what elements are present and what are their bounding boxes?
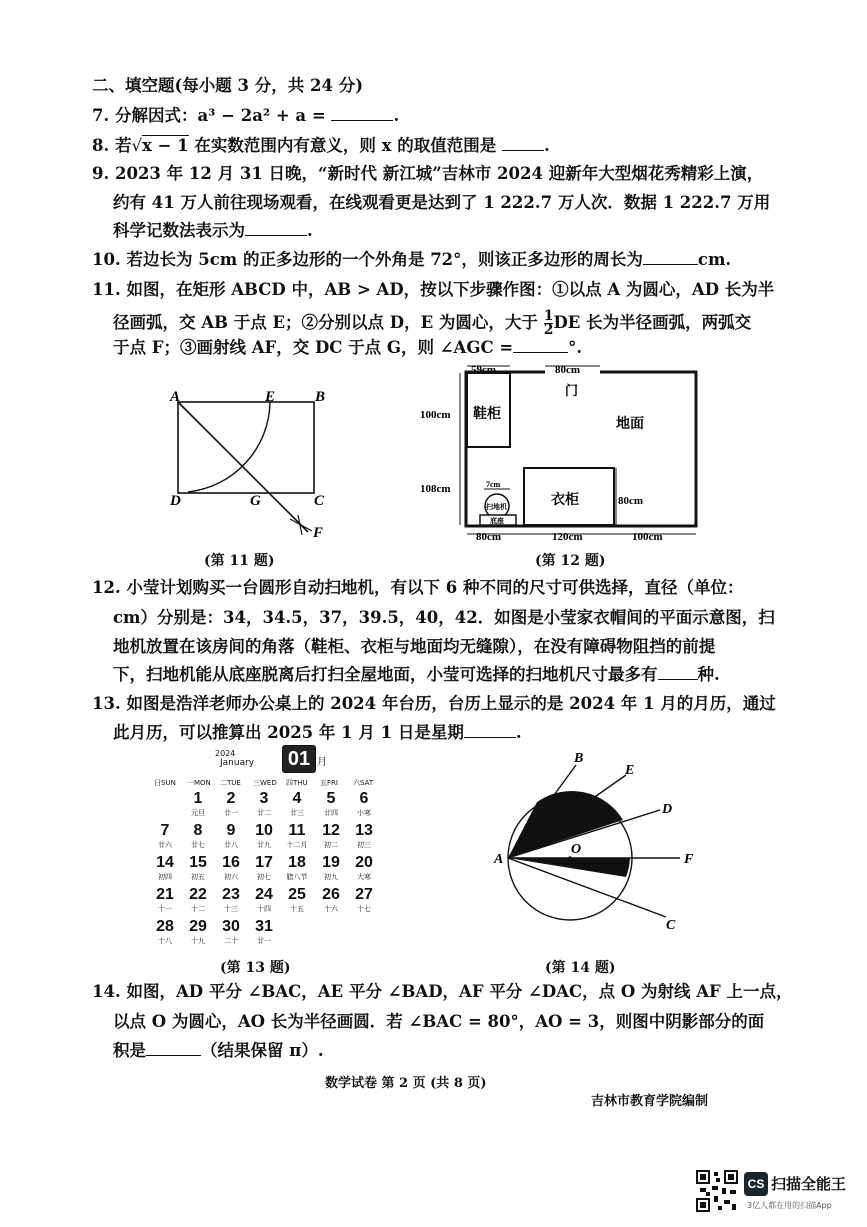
q9-line-2: 约有 41 万人前往现场观看，在线观看更是达到了 1 222.7 万人次．数据 1 222.7 万用 bbox=[113, 193, 771, 212]
q14-line-3 bbox=[113, 1041, 324, 1061]
q12-line-2: cm）分别是：34，34.5，37，39.5，40，42．如图是小莹家衣帽间的平面示意图，扫 bbox=[113, 608, 775, 627]
label-f: F bbox=[313, 525, 324, 541]
figure-14 bbox=[490, 745, 710, 955]
q8-number: 8. bbox=[92, 136, 110, 155]
calendar-lunar-date: 廿八 bbox=[224, 841, 238, 849]
figure-11 bbox=[150, 382, 350, 572]
publisher: 吉林市教育学院编制 bbox=[591, 1094, 709, 1109]
q9-answer-blank[interactable] bbox=[245, 221, 307, 236]
figure-12 bbox=[420, 360, 710, 550]
calendar-day: 20 bbox=[355, 854, 373, 871]
fig14-caption: (第 14 题) bbox=[545, 960, 616, 976]
q14-number: 14. bbox=[92, 982, 121, 1001]
q10-text: 若边长为 5cm 的正多边形的一个外角是 72°，则该正多边形的周长为 bbox=[126, 250, 643, 269]
calendar-lunar-date: 廿一 bbox=[224, 809, 238, 817]
calendar-day: 8 bbox=[193, 822, 203, 839]
q13-text-2: 此月历，可以推算出 2025 年 1 月 1 日是星期 bbox=[113, 723, 464, 742]
shaded-region-upper bbox=[508, 791, 623, 858]
calendar-day: 30 bbox=[222, 918, 240, 935]
section-header: 二、填空题(每小题 3 分，共 24 分) bbox=[92, 76, 364, 95]
q12-answer-blank[interactable] bbox=[658, 665, 698, 680]
wardrobe-label: 衣柜 bbox=[551, 493, 579, 508]
fraction-denominator: 2 bbox=[543, 322, 554, 338]
q11-number: 11. bbox=[92, 280, 121, 299]
q7-answer-blank[interactable] bbox=[331, 106, 393, 121]
calendar-day: 27 bbox=[355, 886, 373, 903]
calendar-lunar-date: 小寒 bbox=[357, 809, 371, 817]
shaded-region-lower bbox=[508, 858, 630, 877]
calendar-lunar-date: 二十 bbox=[224, 937, 238, 945]
base-label: 底座 bbox=[490, 517, 504, 525]
weekday-header: 一MON bbox=[187, 779, 211, 787]
q14-line-2: 以点 O 为圆心，AO 长为半径画圆．若 ∠BAC = 80°，AO = 3，则图中阴影部分的面 bbox=[113, 1012, 765, 1031]
calendar-day: 22 bbox=[189, 886, 207, 903]
calendar-day: 18 bbox=[288, 854, 306, 871]
dim-bottom-2: 120cm bbox=[552, 531, 583, 543]
calendar-lunar-date: 初五 bbox=[191, 873, 205, 881]
brand-name: 扫描全能王 bbox=[771, 1175, 847, 1193]
label-g: G bbox=[250, 493, 261, 509]
q9-text-1: 2023 年 12 月 31 日晚，“新时代 新江城”吉林市 2024 迎新年大型烟花秀精彩上演， bbox=[114, 164, 764, 183]
calendar-lunar-date: 廿七 bbox=[191, 841, 205, 849]
q11-end: °. bbox=[568, 338, 583, 357]
calendar-lunar-date: 初七 bbox=[257, 873, 271, 881]
q12-line-1 bbox=[92, 578, 743, 598]
calendar-lunar-date: 十六 bbox=[324, 905, 338, 913]
calendar-lunar-date: 十九 bbox=[191, 937, 205, 945]
question-8 bbox=[92, 136, 550, 156]
calendar-lunar-date: 廿一 bbox=[257, 937, 271, 945]
q8-end: . bbox=[543, 136, 550, 155]
q9-text-3: 科学记数法表示为 bbox=[113, 221, 245, 240]
calendar-day: 2 bbox=[226, 790, 236, 807]
label-b: B bbox=[574, 751, 584, 766]
rectangle-abcd bbox=[178, 402, 314, 493]
q10-end: cm. bbox=[697, 250, 732, 269]
calendar-day: 6 bbox=[359, 790, 369, 807]
door-label: 门 bbox=[565, 383, 579, 398]
brand-subtitle: 3亿人都在用的扫描App bbox=[747, 1201, 832, 1210]
calendar-lunar-date: 廿四 bbox=[324, 809, 338, 817]
calendar-lunar-date: 初六 bbox=[224, 873, 238, 881]
fig13-caption: (第 13 题) bbox=[220, 960, 291, 976]
calendar-lunar-date: 十五 bbox=[290, 905, 304, 913]
calendar-day: 7 bbox=[160, 822, 170, 839]
robot-dim: 7cm bbox=[486, 480, 501, 489]
label-e: E bbox=[265, 389, 276, 405]
q8-text: 在实数范围内有意义，则 x 的取值范围是 bbox=[194, 136, 497, 155]
calendar-figure bbox=[150, 745, 390, 955]
calendar-day: 13 bbox=[355, 822, 373, 839]
calendar-day: 28 bbox=[156, 918, 174, 935]
q8-pre: 若 bbox=[114, 136, 132, 155]
label-c: C bbox=[666, 918, 676, 933]
label-c: C bbox=[314, 493, 325, 509]
dim-left-top: 100cm bbox=[420, 409, 451, 421]
q13-text-1: 如图是浩洋老师办公桌上的 2024 年台历，台历上显示的是 2024 年 1 月的月历，通过 bbox=[126, 694, 776, 713]
weekday-header: 六SAT bbox=[353, 779, 374, 787]
dim-top-left: 59cm bbox=[471, 364, 497, 376]
ray-af bbox=[178, 402, 308, 532]
calendar-day: 11 bbox=[288, 822, 306, 839]
label-b: B bbox=[315, 389, 326, 405]
q8-radicand: x − 1 bbox=[142, 136, 189, 155]
q9-number: 9. bbox=[92, 164, 110, 183]
weekday-header: 四THU bbox=[286, 779, 308, 787]
weekday-header: 三WED bbox=[253, 779, 277, 787]
calendar-day: 25 bbox=[288, 886, 306, 903]
question-7 bbox=[92, 106, 399, 126]
q14-answer-blank[interactable] bbox=[146, 1041, 201, 1056]
q14-text-3a: 积是 bbox=[113, 1041, 146, 1060]
calendar-day: 3 bbox=[259, 790, 269, 807]
calendar-lunar-date: 腊八节 bbox=[286, 873, 308, 881]
weekday-header: 五FRI bbox=[320, 779, 338, 787]
q9-line-1 bbox=[92, 164, 763, 184]
calendar-lunar-date: 大寒 bbox=[357, 873, 371, 881]
page-footer: 数学试卷 第 2 页 (共 8 页) bbox=[325, 1076, 487, 1091]
calendar-lunar-date: 廿九 bbox=[257, 841, 271, 849]
q11-text-1: 如图，在矩形 ABCD 中，AB > AD，按以下步骤作图：①以点 A 为圆心，AD 长为半 bbox=[126, 280, 775, 299]
calendar-lunar-date: 廿二 bbox=[257, 809, 271, 817]
calendar-year: 2024 bbox=[215, 749, 236, 758]
label-a: A bbox=[494, 852, 504, 867]
q14-text-1: 如图，AD 平分 ∠BAC，AE 平分 ∠BAD，AF 平分 ∠DAC，点 O 为射线 AF 上一点， bbox=[126, 982, 793, 1001]
calendar-day: 4 bbox=[292, 790, 302, 807]
calendar-day: 1 bbox=[193, 790, 203, 807]
q11-line-3 bbox=[113, 338, 582, 358]
dim-top-door: 80cm bbox=[555, 364, 581, 376]
q11-text-2a: 径画弧，交 AB 于点 E；②分别以点 D，E 为圆心，大于 bbox=[113, 313, 538, 332]
calendar-lunar-date: 初三 bbox=[357, 841, 371, 849]
sqrt-icon: √ bbox=[131, 136, 142, 155]
q13-answer-blank[interactable] bbox=[464, 723, 516, 738]
q11-text-2b: DE 长为半径画弧，两弧交 bbox=[553, 313, 752, 332]
calendar-lunar-date: 廿三 bbox=[290, 809, 304, 817]
calendar-day: 29 bbox=[189, 918, 207, 935]
calendar-day: 9 bbox=[226, 822, 236, 839]
dim-bottom-1: 80cm bbox=[476, 531, 502, 543]
q13-line-1 bbox=[92, 694, 776, 714]
shoe-cabinet-label: 鞋柜 bbox=[473, 407, 501, 422]
q12-number: 12. bbox=[92, 578, 121, 597]
question-10 bbox=[92, 250, 731, 270]
calendar-day: 15 bbox=[189, 854, 207, 871]
q11-line-1 bbox=[92, 280, 774, 300]
q12-text-1: 小莹计划购买一台圆形自动扫地机，有以下 6 种不同的尺寸可供选择，直径（单位： bbox=[126, 578, 744, 597]
calendar-day: 10 bbox=[255, 822, 273, 839]
q8-answer-blank[interactable] bbox=[502, 136, 544, 151]
calendar-day: 31 bbox=[255, 918, 273, 935]
calendar-day: 14 bbox=[156, 854, 174, 871]
q7-number: 7. bbox=[92, 106, 110, 125]
calendar-day: 23 bbox=[222, 886, 240, 903]
q11-fraction bbox=[544, 310, 554, 337]
cs-logo: CS bbox=[744, 1172, 768, 1196]
robot-label: 扫地机 bbox=[486, 503, 507, 511]
label-f: F bbox=[684, 852, 694, 867]
calendar-month-num: 01 bbox=[282, 745, 316, 773]
calendar-lunar-date: 初二 bbox=[324, 841, 338, 849]
calendar-lunar-date: 十二 bbox=[191, 905, 205, 913]
q12-text-4: 下，扫地机能从底座脱离后打扫全屋地面，小莹可选择的扫地机尺寸最多有 bbox=[113, 665, 658, 684]
calendar-day: 21 bbox=[156, 886, 174, 903]
calendar-lunar-date: 初九 bbox=[324, 873, 338, 881]
q7-end: . bbox=[393, 106, 400, 125]
calendar-day: 5 bbox=[326, 790, 336, 807]
calendar-lunar-date: 廿六 bbox=[158, 841, 172, 849]
q7-text: 分解因式：a³ − 2a² + a = bbox=[114, 106, 326, 125]
calendar-lunar-date: 十三 bbox=[224, 905, 238, 913]
weekday-header: 二TUE bbox=[220, 779, 241, 787]
q9-line-3 bbox=[113, 221, 313, 241]
q11-answer-blank[interactable] bbox=[513, 338, 568, 353]
q12-end: 种. bbox=[697, 665, 720, 684]
qr-code-icon bbox=[696, 1170, 738, 1212]
q12-line-4 bbox=[113, 665, 720, 685]
q9-end: . bbox=[307, 221, 313, 240]
q12-line-3: 地机放置在该房间的角落（鞋柜、衣柜与地面均无缝隙），在没有障碍物阻挡的前提 bbox=[113, 637, 716, 656]
calendar-day: 19 bbox=[322, 854, 340, 871]
calendar-day: 12 bbox=[322, 822, 340, 839]
label-o: O bbox=[571, 842, 582, 857]
dim-left-bottom: 108cm bbox=[420, 483, 451, 495]
label-e: E bbox=[625, 763, 635, 778]
q10-answer-blank[interactable] bbox=[643, 250, 698, 265]
q11-text-3: 于点 F；③画射线 AF，交 DC 于点 G，则 ∠AGC = bbox=[113, 338, 514, 357]
q13-number: 13. bbox=[92, 694, 121, 713]
calendar-lunar-date: 十四 bbox=[257, 905, 271, 913]
arc-de bbox=[188, 402, 270, 492]
calendar-month-en: January bbox=[220, 758, 255, 768]
label-d: D bbox=[662, 802, 673, 817]
calendar-lunar-date: 十八 bbox=[158, 937, 172, 945]
q13-line-2 bbox=[113, 723, 522, 743]
calendar-day: 26 bbox=[322, 886, 340, 903]
fig11-caption: (第 11 题) bbox=[204, 553, 275, 569]
dim-bottom-3: 100cm bbox=[632, 531, 663, 543]
calendar-lunar-date: 十七 bbox=[357, 905, 371, 913]
q10-number: 10. bbox=[92, 250, 121, 269]
calendar-day: 17 bbox=[255, 854, 273, 871]
q14-text-3b: （结果保留 π）. bbox=[201, 1041, 324, 1060]
calendar-day: 24 bbox=[255, 886, 273, 903]
floor-label: 地面 bbox=[616, 417, 644, 432]
fig12-caption: (第 12 题) bbox=[535, 553, 606, 569]
calendar-lunar-date: 十二月 bbox=[286, 841, 308, 849]
q13-end: . bbox=[515, 723, 522, 742]
q14-line-1 bbox=[92, 982, 792, 1002]
q11-line-2 bbox=[113, 310, 751, 337]
calendar-lunar-date: 元旦 bbox=[191, 809, 205, 817]
calendar-day: 16 bbox=[222, 854, 240, 871]
fraction-numerator: 1 bbox=[543, 308, 554, 324]
dim-wardrobe-h: 80cm bbox=[618, 495, 644, 507]
calendar-month-cn: 月 bbox=[317, 757, 327, 768]
weekday-header: 日SUN bbox=[154, 779, 176, 787]
calendar-lunar-date: 十一 bbox=[158, 905, 172, 913]
calendar-lunar-date: 初四 bbox=[158, 873, 172, 881]
label-a: A bbox=[170, 389, 181, 405]
label-d: D bbox=[170, 493, 181, 509]
